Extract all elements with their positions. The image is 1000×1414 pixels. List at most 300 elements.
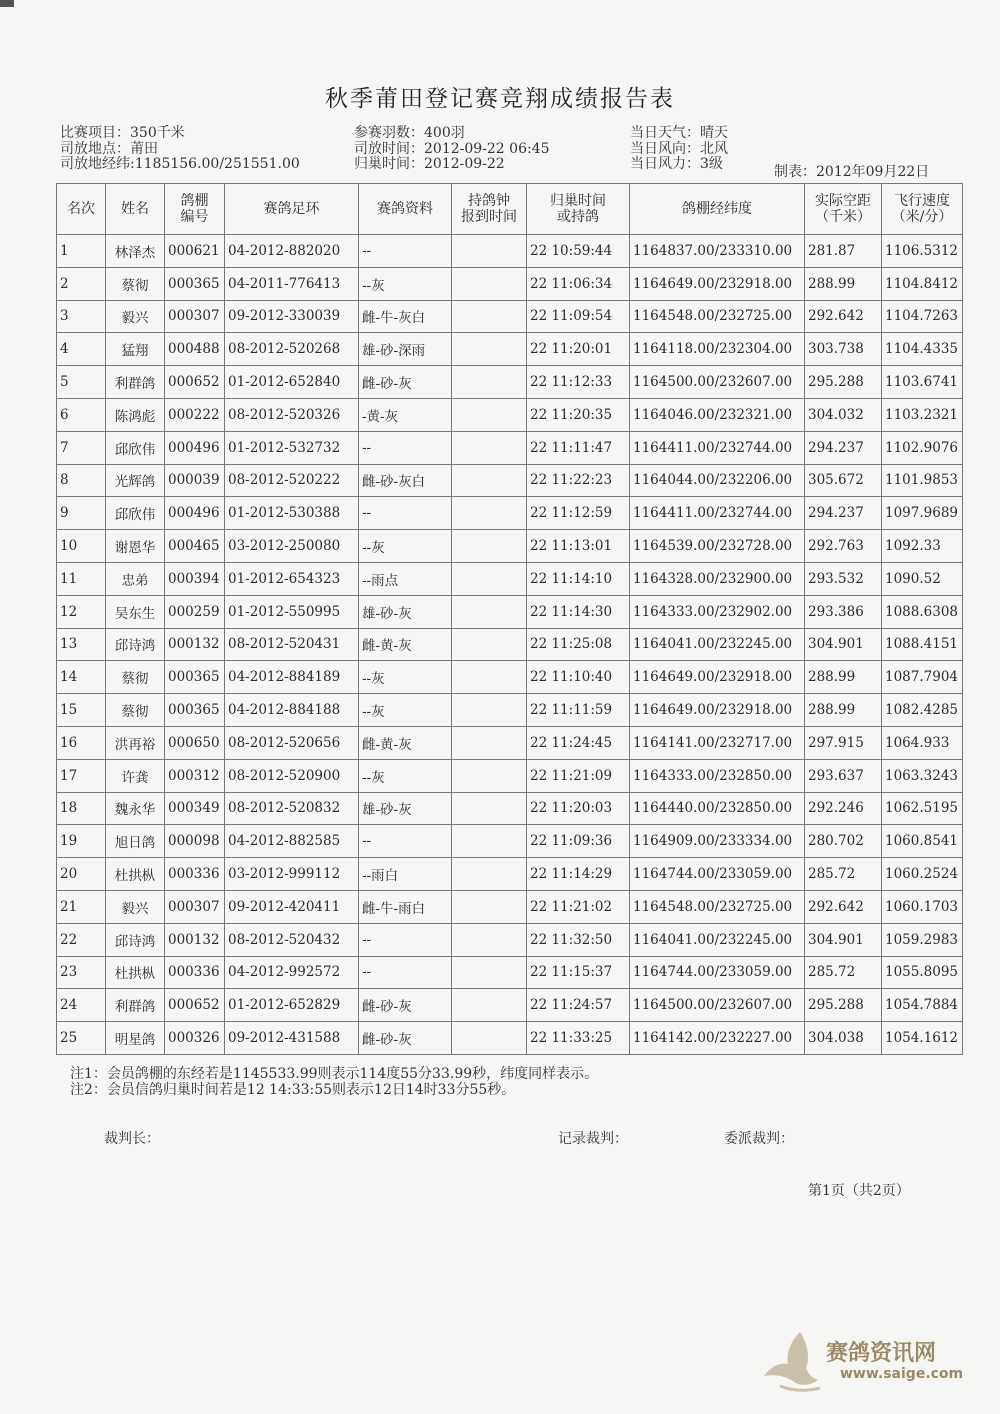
column-header xyxy=(452,184,527,235)
name-cell: 许龚 xyxy=(106,759,165,792)
ring-cell: 08-2012-520900 xyxy=(225,759,359,792)
ring-cell: 08-2012-520656 xyxy=(225,726,359,759)
loft-coordinates-cell: 1164837.00/233310.00 xyxy=(630,235,805,268)
distance-cell: 285.72 xyxy=(805,858,882,891)
distance-cell: 293.532 xyxy=(805,562,882,595)
speed-cell: 1104.4335 xyxy=(882,333,963,366)
rank-cell: 11 xyxy=(57,562,106,595)
speed-cell: 1103.6741 xyxy=(882,366,963,399)
table-row xyxy=(57,1022,963,1055)
table-row xyxy=(57,989,963,1022)
record-judge-label: 记录裁判： xyxy=(558,1131,628,1147)
clock-time-cell xyxy=(452,300,527,333)
pigeon-info-cell: -- xyxy=(359,923,452,956)
clock-time-cell xyxy=(452,825,527,858)
distance-cell: 292.246 xyxy=(805,792,882,825)
clock-time-cell xyxy=(452,1022,527,1055)
name-cell: 蔡彻 xyxy=(106,694,165,727)
ring-cell: 04-2011-776413 xyxy=(225,267,359,300)
column-header xyxy=(630,184,805,235)
loft-id-cell: 000307 xyxy=(165,890,225,923)
rank-cell: 16 xyxy=(57,726,106,759)
pigeon-info-cell: --灰 xyxy=(359,661,452,694)
table-row xyxy=(57,661,963,694)
loft-coordinates-cell: 1164141.00/232717.00 xyxy=(630,726,805,759)
rank-cell: 20 xyxy=(57,858,106,891)
loft-id-cell: 000365 xyxy=(165,661,225,694)
pigeon-info-cell: 雄-砂-灰 xyxy=(359,792,452,825)
entry-count: 参赛羽数：400羽 xyxy=(354,125,465,141)
pigeon-info-cell: 雌-砂-灰 xyxy=(359,366,452,399)
ring-cell: 08-2012-520432 xyxy=(225,923,359,956)
watermark-text: 赛鸽资讯网 xyxy=(826,1341,937,1366)
loft-id-cell: 000496 xyxy=(165,497,225,530)
rank-cell: 18 xyxy=(57,792,106,825)
column-header xyxy=(805,184,882,235)
clock-time-cell xyxy=(452,726,527,759)
clock-time-cell xyxy=(452,267,527,300)
column-header xyxy=(527,184,630,235)
rank-cell: 8 xyxy=(57,464,106,497)
pigeon-info-cell: 雄-砂-深雨 xyxy=(359,333,452,366)
rank-cell: 9 xyxy=(57,497,106,530)
speed-cell: 1106.5312 xyxy=(882,235,963,268)
delegate-judge-label: 委派裁判： xyxy=(724,1131,794,1147)
arrival-time-cell: 22 11:12:33 xyxy=(527,366,630,399)
arrival-time-cell: 22 11:15:37 xyxy=(527,956,630,989)
arrival-time-cell: 22 11:24:57 xyxy=(527,989,630,1022)
loft-id-cell: 000365 xyxy=(165,267,225,300)
name-cell: 毅兴 xyxy=(106,890,165,923)
name-cell: 忠弟 xyxy=(106,562,165,595)
name-cell: 旭日鸽 xyxy=(106,825,165,858)
distance-cell: 288.99 xyxy=(805,267,882,300)
clock-time-cell xyxy=(452,333,527,366)
arrival-time-cell: 22 11:09:36 xyxy=(527,825,630,858)
loft-id-cell: 000496 xyxy=(165,431,225,464)
column-header-line: 鸽棚 xyxy=(180,193,209,209)
pigeon-info-cell: 雌-牛-雨白 xyxy=(359,890,452,923)
clock-time-cell xyxy=(452,661,527,694)
table-row xyxy=(57,890,963,923)
table-row xyxy=(57,858,963,891)
table-row xyxy=(57,398,963,431)
column-header-line: 名次 xyxy=(67,201,95,217)
name-cell: 蔡彻 xyxy=(106,267,165,300)
name-cell: 洪再裕 xyxy=(106,726,165,759)
pigeon-info-cell: 雌-黄-灰 xyxy=(359,726,452,759)
clock-time-cell xyxy=(452,398,527,431)
pigeon-info-cell: --灰 xyxy=(359,759,452,792)
rank-cell: 4 xyxy=(57,333,106,366)
ring-cell: 01-2012-652829 xyxy=(225,989,359,1022)
speed-cell: 1104.8412 xyxy=(882,267,963,300)
clock-time-cell xyxy=(452,235,527,268)
name-cell: 魏永华 xyxy=(106,792,165,825)
speed-cell: 1054.7884 xyxy=(882,989,963,1022)
name-cell: 邱欣伟 xyxy=(106,497,165,530)
loft-coordinates-cell: 1164548.00/232725.00 xyxy=(630,300,805,333)
table-row xyxy=(57,497,963,530)
ring-cell: 09-2012-420411 xyxy=(225,890,359,923)
table-row xyxy=(57,464,963,497)
loft-coordinates-cell: 1164744.00/233059.00 xyxy=(630,858,805,891)
clock-time-cell xyxy=(452,956,527,989)
pigeon-logo-icon xyxy=(760,1328,830,1398)
arrival-time-cell: 22 11:20:03 xyxy=(527,792,630,825)
clock-time-cell xyxy=(452,562,527,595)
name-cell: 邱欣伟 xyxy=(106,431,165,464)
table-header-row xyxy=(57,184,963,235)
loft-id-cell: 000488 xyxy=(165,333,225,366)
column-header-line: 持鸽钟 xyxy=(468,193,510,209)
table-row xyxy=(57,562,963,595)
release-time: 司放时间：2012-09-22 06:45 xyxy=(354,140,550,157)
name-cell: 光辉鸽 xyxy=(106,464,165,497)
chief-judge-label: 裁判长： xyxy=(104,1131,160,1147)
distance-cell: 297.915 xyxy=(805,726,882,759)
column-header-line: 实际空距 xyxy=(815,193,871,209)
table-row xyxy=(57,431,963,464)
speed-cell: 1101.9853 xyxy=(882,464,963,497)
speed-cell: 1064.933 xyxy=(882,726,963,759)
watermark-url: www.saige.com xyxy=(840,1366,964,1382)
loft-id-cell: 000652 xyxy=(165,989,225,1022)
site-watermark xyxy=(760,1328,964,1400)
distance-cell: 295.288 xyxy=(805,366,882,399)
rank-cell: 19 xyxy=(57,825,106,858)
arrival-time-cell: 22 11:13:01 xyxy=(527,530,630,563)
distance-cell: 292.642 xyxy=(805,890,882,923)
column-header-line: 赛鸽足环 xyxy=(263,201,320,217)
loft-id-cell: 000039 xyxy=(165,464,225,497)
speed-cell: 1062.5195 xyxy=(882,792,963,825)
speed-cell: 1054.1612 xyxy=(882,1022,963,1055)
rank-cell: 10 xyxy=(57,530,106,563)
speed-cell: 1060.8541 xyxy=(882,825,963,858)
ring-cell: 01-2012-654323 xyxy=(225,562,359,595)
loft-id-cell: 000307 xyxy=(165,300,225,333)
name-cell: 明星鸽 xyxy=(106,1022,165,1055)
arrival-time-cell: 22 11:14:30 xyxy=(527,595,630,628)
table-row xyxy=(57,923,963,956)
speed-cell: 1059.2983 xyxy=(882,923,963,956)
distance-cell: 285.72 xyxy=(805,956,882,989)
loft-coordinates-cell: 1164548.00/232725.00 xyxy=(630,890,805,923)
rank-cell: 23 xyxy=(57,956,106,989)
distance-cell: 304.901 xyxy=(805,628,882,661)
arrival-time-cell: 22 11:10:40 xyxy=(527,661,630,694)
table-row xyxy=(57,825,963,858)
loft-coordinates-cell: 1164333.00/232850.00 xyxy=(630,759,805,792)
column-header-line: 报到时间 xyxy=(461,209,517,225)
loft-id-cell: 000259 xyxy=(165,595,225,628)
column-header xyxy=(165,184,225,235)
ring-cell: 01-2012-530388 xyxy=(225,497,359,530)
loft-coordinates-cell: 1164041.00/232245.00 xyxy=(630,628,805,661)
loft-coordinates-cell: 1164142.00/232227.00 xyxy=(630,1022,805,1055)
ring-cell: 01-2012-652840 xyxy=(225,366,359,399)
name-cell: 邱诗鸿 xyxy=(106,923,165,956)
name-cell: 陈鸿彪 xyxy=(106,398,165,431)
loft-id-cell: 000621 xyxy=(165,235,225,268)
race-info-col2 xyxy=(354,126,550,173)
clock-time-cell xyxy=(452,366,527,399)
distance-cell: 280.702 xyxy=(805,825,882,858)
clock-time-cell xyxy=(452,923,527,956)
loft-id-cell: 000222 xyxy=(165,398,225,431)
name-cell: 谢恩华 xyxy=(106,530,165,563)
pigeon-info-cell: 雄-砂-灰 xyxy=(359,595,452,628)
speed-cell: 1060.2524 xyxy=(882,858,963,891)
arrival-time-cell: 22 11:21:09 xyxy=(527,759,630,792)
arrival-time-cell: 22 11:14:10 xyxy=(527,562,630,595)
ring-cell: 08-2012-520326 xyxy=(225,398,359,431)
loft-id-cell: 000465 xyxy=(165,530,225,563)
table-row xyxy=(57,333,963,366)
name-cell: 利群鸽 xyxy=(106,989,165,1022)
distance-cell: 288.99 xyxy=(805,661,882,694)
ring-cell: 04-2012-884188 xyxy=(225,694,359,727)
column-header-line: 赛鸽资料 xyxy=(377,201,433,217)
column-header-line: （千米） xyxy=(815,209,871,225)
clock-time-cell xyxy=(452,497,527,530)
clock-time-cell xyxy=(452,989,527,1022)
column-header-line: 飞行速度 xyxy=(894,193,950,209)
rank-cell: 13 xyxy=(57,628,106,661)
speed-cell: 1090.52 xyxy=(882,562,963,595)
scan-corner-mark xyxy=(0,0,14,7)
loft-coordinates-cell: 1164333.00/232902.00 xyxy=(630,595,805,628)
column-header-line: 姓名 xyxy=(121,201,149,217)
race-item: 比赛项目：350千米 xyxy=(60,125,185,141)
loft-id-cell: 000652 xyxy=(165,366,225,399)
pigeon-info-cell: -- xyxy=(359,235,452,268)
pigeon-info-cell: 雌-砂-灰 xyxy=(359,989,452,1022)
column-header xyxy=(882,184,963,235)
distance-cell: 295.288 xyxy=(805,989,882,1022)
loft-coordinates-cell: 1164328.00/232900.00 xyxy=(630,562,805,595)
table-row xyxy=(57,530,963,563)
name-cell: 吴东生 xyxy=(106,595,165,628)
clock-time-cell xyxy=(452,595,527,628)
ring-cell: 03-2012-250080 xyxy=(225,530,359,563)
wind-force: 当日风力：3级 xyxy=(630,156,723,172)
clock-time-cell xyxy=(452,858,527,891)
table-body xyxy=(57,235,963,1055)
distance-cell: 281.87 xyxy=(805,235,882,268)
pigeon-info-cell: -- xyxy=(359,956,452,989)
clock-time-cell xyxy=(452,694,527,727)
arrival-time-cell: 22 11:11:59 xyxy=(527,694,630,727)
name-cell: 利群鸽 xyxy=(106,366,165,399)
ring-cell: 08-2012-520431 xyxy=(225,628,359,661)
loft-id-cell: 000326 xyxy=(165,1022,225,1055)
table-row xyxy=(57,726,963,759)
ring-cell: 08-2012-520268 xyxy=(225,333,359,366)
loft-coordinates-cell: 1164649.00/232918.00 xyxy=(630,267,805,300)
name-cell: 林泽杰 xyxy=(106,235,165,268)
rank-cell: 24 xyxy=(57,989,106,1022)
ring-cell: 04-2012-882585 xyxy=(225,825,359,858)
arrival-time-cell: 22 11:06:34 xyxy=(527,267,630,300)
clock-time-cell xyxy=(452,628,527,661)
loft-coordinates-cell: 1164649.00/232918.00 xyxy=(630,661,805,694)
ring-cell: 04-2012-882020 xyxy=(225,235,359,268)
rank-cell: 25 xyxy=(57,1022,106,1055)
distance-cell: 304.901 xyxy=(805,923,882,956)
column-header-line: 归巢时间 xyxy=(550,193,606,209)
report-title: 秋季莆田登记赛竞翔成绩报告表 xyxy=(325,86,675,112)
arrival-time-cell: 22 11:25:08 xyxy=(527,628,630,661)
page-number: 第1页（共2页） xyxy=(808,1183,910,1199)
distance-cell: 304.032 xyxy=(805,398,882,431)
clock-time-cell xyxy=(452,464,527,497)
loft-id-cell: 000132 xyxy=(165,923,225,956)
arrival-time-cell: 22 10:59:44 xyxy=(527,235,630,268)
column-header-line: 或持鸽 xyxy=(557,209,599,225)
speed-cell: 1088.4151 xyxy=(882,628,963,661)
speed-cell: 1087.7904 xyxy=(882,661,963,694)
table-row xyxy=(57,694,963,727)
distance-cell: 288.99 xyxy=(805,694,882,727)
loft-id-cell: 000132 xyxy=(165,628,225,661)
table-row xyxy=(57,759,963,792)
rank-cell: 2 xyxy=(57,267,106,300)
speed-cell: 1097.9689 xyxy=(882,497,963,530)
pigeon-info-cell: -- xyxy=(359,497,452,530)
loft-coordinates-cell: 1164909.00/233334.00 xyxy=(630,825,805,858)
distance-cell: 294.237 xyxy=(805,497,882,530)
pigeon-info-cell: 雌-牛-灰白 xyxy=(359,300,452,333)
loft-coordinates-cell: 1164440.00/232850.00 xyxy=(630,792,805,825)
pigeon-info-cell: 雌-黄-灰 xyxy=(359,628,452,661)
rank-cell: 14 xyxy=(57,661,106,694)
race-info-col1 xyxy=(60,126,300,173)
pigeon-info-cell: --灰 xyxy=(359,267,452,300)
distance-cell: 292.763 xyxy=(805,530,882,563)
ring-cell: 04-2012-992572 xyxy=(225,956,359,989)
loft-id-cell: 000650 xyxy=(165,726,225,759)
ring-cell: 09-2012-330039 xyxy=(225,300,359,333)
table-row xyxy=(57,956,963,989)
column-header-line: 鸽棚经纬度 xyxy=(682,201,752,217)
rank-cell: 21 xyxy=(57,890,106,923)
name-cell: 毅兴 xyxy=(106,300,165,333)
pigeon-info-cell: -- xyxy=(359,431,452,464)
table-row xyxy=(57,366,963,399)
distance-cell: 294.237 xyxy=(805,431,882,464)
clock-time-cell xyxy=(452,792,527,825)
loft-coordinates-cell: 1164411.00/232744.00 xyxy=(630,431,805,464)
pigeon-info-cell: --灰 xyxy=(359,530,452,563)
arrival-time-cell: 22 11:12:59 xyxy=(527,497,630,530)
distance-cell: 305.672 xyxy=(805,464,882,497)
ring-cell: 08-2012-520832 xyxy=(225,792,359,825)
table-row xyxy=(57,300,963,333)
ring-cell: 08-2012-520222 xyxy=(225,464,359,497)
loft-coordinates-cell: 1164649.00/232918.00 xyxy=(630,694,805,727)
loft-id-cell: 000336 xyxy=(165,858,225,891)
table-row xyxy=(57,792,963,825)
name-cell: 邱诗鸿 xyxy=(106,628,165,661)
pigeon-info-cell: --灰 xyxy=(359,694,452,727)
speed-cell: 1082.4285 xyxy=(882,694,963,727)
speed-cell: 1092.33 xyxy=(882,530,963,563)
arrival-time-cell: 22 11:32:50 xyxy=(527,923,630,956)
results-table xyxy=(56,183,963,1055)
table-row xyxy=(57,628,963,661)
loft-id-cell: 000312 xyxy=(165,759,225,792)
loft-id-cell: 000336 xyxy=(165,956,225,989)
note-2: 注2：会员信鸽归巢时间若是12 14:33:55则表示12日14时33分55秒。 xyxy=(70,1082,516,1098)
rank-cell: 3 xyxy=(57,300,106,333)
distance-cell: 293.386 xyxy=(805,595,882,628)
clock-time-cell xyxy=(452,759,527,792)
clock-time-cell xyxy=(452,431,527,464)
speed-cell: 1063.3243 xyxy=(882,759,963,792)
rank-cell: 5 xyxy=(57,366,106,399)
speed-cell: 1103.2321 xyxy=(882,398,963,431)
ring-cell: 09-2012-431588 xyxy=(225,1022,359,1055)
loft-coordinates-cell: 1164500.00/232607.00 xyxy=(630,366,805,399)
ring-cell: 01-2012-550995 xyxy=(225,595,359,628)
rank-cell: 1 xyxy=(57,235,106,268)
race-info-col3 xyxy=(630,126,728,173)
rank-cell: 15 xyxy=(57,694,106,727)
rank-cell: 6 xyxy=(57,398,106,431)
name-cell: 杜拱枞 xyxy=(106,956,165,989)
column-header-line: （米/分） xyxy=(891,209,953,225)
distance-cell: 304.038 xyxy=(805,1022,882,1055)
table-row xyxy=(57,595,963,628)
arrival-time-cell: 22 11:11:47 xyxy=(527,431,630,464)
rank-cell: 22 xyxy=(57,923,106,956)
pigeon-info-cell: -- xyxy=(359,825,452,858)
arrival-time-cell: 22 11:33:25 xyxy=(527,1022,630,1055)
speed-cell: 1102.9076 xyxy=(882,431,963,464)
column-header xyxy=(57,184,106,235)
rank-cell: 7 xyxy=(57,431,106,464)
speed-cell: 1055.8095 xyxy=(882,956,963,989)
wind-direction: 当日风向：北风 xyxy=(630,140,728,157)
weather: 当日天气：晴天 xyxy=(630,125,728,141)
distance-cell: 293.637 xyxy=(805,759,882,792)
arrival-time-cell: 22 11:09:54 xyxy=(527,300,630,333)
distance-cell: 292.642 xyxy=(805,300,882,333)
loft-id-cell: 000365 xyxy=(165,694,225,727)
loft-id-cell: 000349 xyxy=(165,792,225,825)
speed-cell: 1104.7263 xyxy=(882,300,963,333)
note-1: 注1：会员鸽棚的东经若是1145533.99则表示114度55分33.99秒，纬度同样表示。 xyxy=(70,1066,599,1082)
loft-coordinates-cell: 1164500.00/232607.00 xyxy=(630,989,805,1022)
loft-coordinates-cell: 1164046.00/232321.00 xyxy=(630,398,805,431)
loft-coordinates-cell: 1164411.00/232744.00 xyxy=(630,497,805,530)
loft-coordinates-cell: 1164744.00/233059.00 xyxy=(630,956,805,989)
pigeon-info-cell: --雨点 xyxy=(359,562,452,595)
arrival-time-cell: 22 11:22:23 xyxy=(527,464,630,497)
column-header-line: 编号 xyxy=(180,209,209,225)
loft-coordinates-cell: 1164539.00/232728.00 xyxy=(630,530,805,563)
arrival-time-cell: 22 11:21:02 xyxy=(527,890,630,923)
arrival-time-cell: 22 11:24:45 xyxy=(527,726,630,759)
loft-coordinates-cell: 1164041.00/232245.00 xyxy=(630,923,805,956)
release-coordinates: 司放地经纬:1185156.00/251551.00 xyxy=(60,156,300,172)
release-location: 司放地点：莆田 xyxy=(60,140,158,157)
return-date: 归巢时间：2012-09-22 xyxy=(354,156,505,172)
column-header xyxy=(359,184,452,235)
loft-coordinates-cell: 1164044.00/232206.00 xyxy=(630,464,805,497)
